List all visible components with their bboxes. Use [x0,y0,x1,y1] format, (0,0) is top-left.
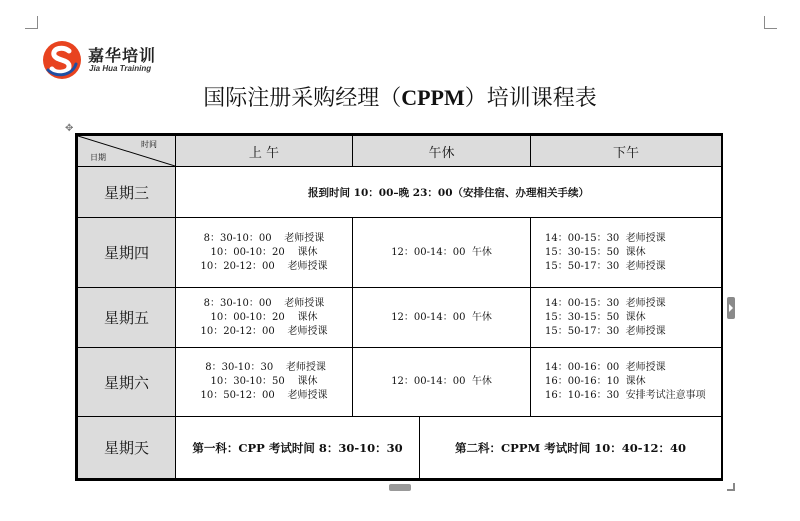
exam-two-cell: 第二科：CPPM 考试时间 10：40-12：40 [420,417,722,479]
table-row [78,167,722,218]
title-cppm: CPPM [401,85,465,110]
header-noon: 午休 [353,136,531,167]
morning-cell: 8：30-10：30 老师授课 10：30-10：50 课休 10：50-12：00 老师授课 [176,348,353,417]
day-cell: 星期六 [78,348,176,417]
crop-mark-top-left [25,16,38,29]
header-afternoon: 下午 [531,136,722,167]
morning-cell: 8：30-10：00 老师授课 10：00-10：20 课休 10：20-12：00 老师授课 [176,288,353,348]
logo-english-name: Jia Hua Training [89,64,152,73]
day-cell: 星期三 [78,167,176,218]
table-row [78,348,722,417]
document-title [0,81,800,112]
title-suffix: ）培训课程表 [464,86,597,111]
title-prefix: 国际注册采购经理（ [203,86,402,111]
crop-mark-top-right [764,16,777,29]
header-row [78,136,722,167]
table-row [78,417,722,479]
noon-cell: 12：00-14：00 午休 [353,288,531,348]
noon-cell: 12：00-14：00 午休 [353,218,531,288]
table-bottom-expand-handle[interactable] [389,484,411,491]
morning-cell: 8：30-10：00 老师授课 10：00-10：20 课休 10：20-12：00 老师授课 [176,218,353,288]
corner-header-cell [78,136,176,167]
noon-cell: 12：00-14：00 午休 [353,348,531,417]
logo-s-icon [42,40,82,80]
header-morning: 上 午 [176,136,353,167]
afternoon-cell: 14：00-15：30 老师授课 15：30-15：50 课休 15：50-17：30 老师授课 [531,218,722,288]
table-row [78,218,722,288]
checkin-cell: 报到时间 10：00–晚 23：00（安排住宿、办理相关手续） [176,167,722,218]
schedule-table [75,133,723,481]
jiahua-logo [42,40,182,80]
day-cell: 星期四 [78,218,176,288]
day-cell: 星期五 [78,288,176,348]
corner-time-label: 时间 [141,140,157,149]
logo-chinese-name: 嘉华培训 [88,46,157,65]
day-cell: 星期天 [78,417,176,479]
exam-one-cell: 第一科：CPP 考试时间 8：30-10：30 [176,417,420,479]
afternoon-cell: 14：00-16：00 老师授课 16：00-16：10 课休 16：10-16：30 安排考试注意事项 [531,348,722,417]
table-resize-handle[interactable] [727,483,735,491]
afternoon-cell: 14：00-15：30 老师授课 15：30-15：50 课休 15：50-17：30 老师授课 [531,288,722,348]
table-side-expand-handle[interactable] [727,297,735,319]
table-move-icon[interactable]: ✥ [65,123,74,134]
corner-date-label: 日期 [90,153,106,162]
table-row [78,288,722,348]
